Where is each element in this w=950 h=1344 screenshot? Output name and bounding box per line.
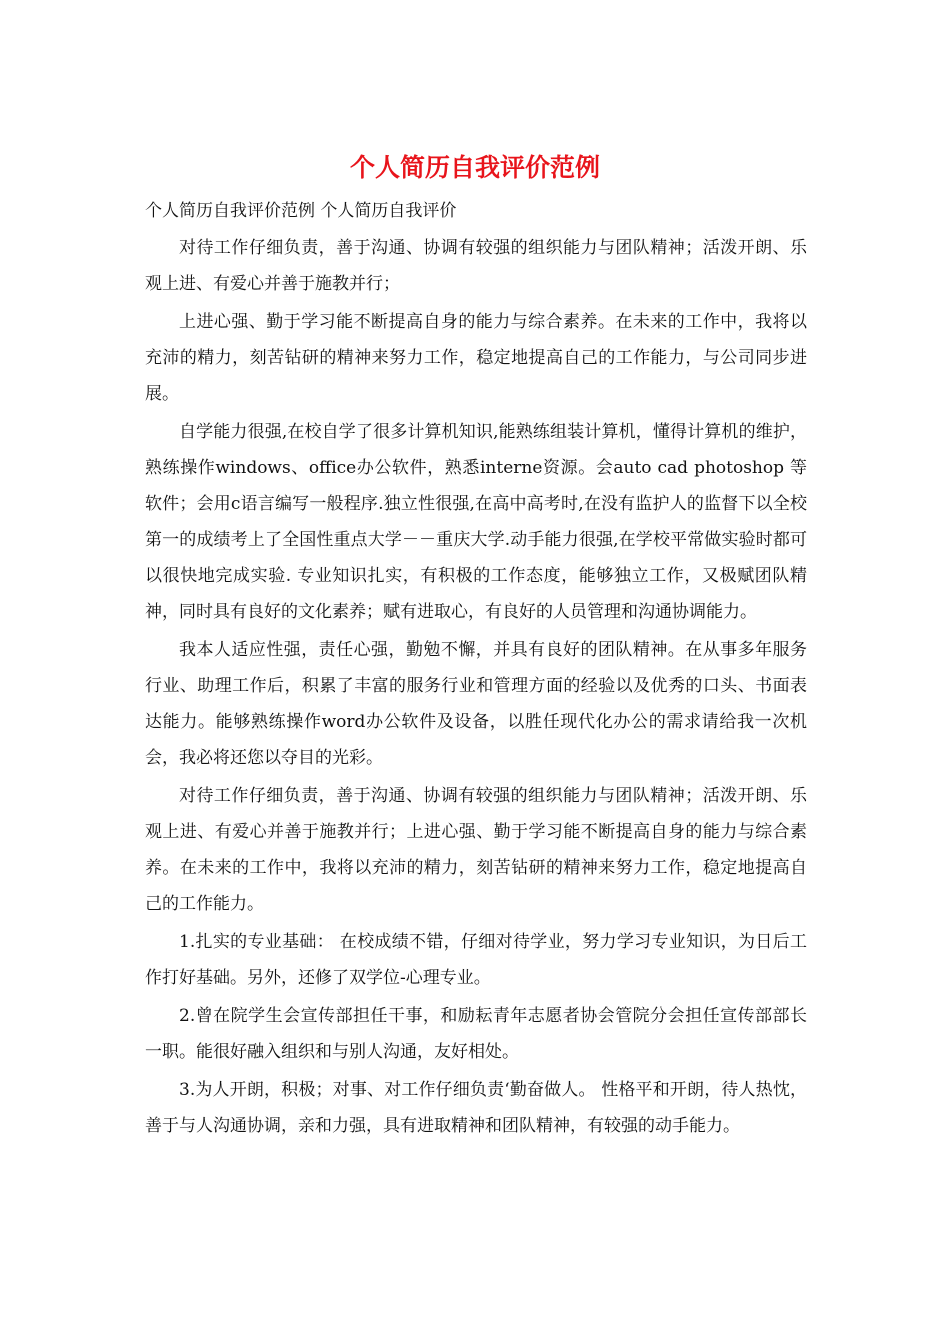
paragraph-7: 2.曾在院学生会宣传部担任干事，和励耘青年志愿者协会管院分会担任宣传部部长一职。能很好融入组织和与别人沟通，友好相处。 [145,1006,807,1062]
document-body [145,230,807,1146]
paragraph-2: 上进心强、勤于学习能不断提高自身的能力与综合素养。在未来的工作中，我将以充沛的精力，刻苦钻研的精神来努力工作，稳定地提高自己的工作能力，与公司同步进展。 [145,312,807,404]
paragraph-1: 对待工作仔细负责，善于沟通、协调有较强的组织能力与团队精神；活泼开朗、乐观上进、有爱心并善于施教并行； [145,238,807,294]
document-title: 个人简历自我评价范例 [349,153,600,182]
paragraph-8: 3.为人开朗，积极；对事、对工作仔细负责‘勤奋做人。 性格平和开朗，待人热忱，善于与人沟通协调，亲和力强，具有进取精神和团队精神，有较强的动手能力。 [145,1080,807,1136]
paragraph-4: 我本人适应性强，责任心强，勤勉不懈，并具有良好的团队精神。在从事多年服务行业、助理工作后，积累了丰富的服务行业和管理方面的经验以及优秀的口头、书面表达能力。能够熟练操作word办公软件及设备，以胜任现代化办公的需求请给我一次机会，我必将还您以夺目的光彩。 [145,640,807,768]
paragraph-5: 对待工作仔细负责，善于沟通、协调有较强的组织能力与团队精神；活泼开朗、乐观上进、有爱心并善于施教并行；上进心强、勤于学习能不断提高自身的能力与综合素养。在未来的工作中，我将以充沛的精力，刻苦钻研的精神来努力工作，稳定地提高自己的工作能力。 [145,786,807,914]
paragraph-6: 1.扎实的专业基础： 在校成绩不错，仔细对待学业，努力学习专业知识，为日后工作打好基础。另外，还修了双学位-心理专业。 [145,932,807,988]
paragraph-3: 自学能力很强,在校自学了很多计算机知识,能熟练组装计算机，懂得计算机的维护，熟练操作windows、office办公软件，熟悉interne资源。会auto cad photoshop 等软件；会用c语言编写一般程序.独立性很强,在高中高考时,在没有监护人的监督下以全校第一的成绩考上了全国性重点大学－－重庆大学.动手能力很强,在学校平常做实验时都可以很快地完成实验. 专业知识扎实，有积极的工作态度，能够独立工作，又极赋团队精神，同时具有良好的文化素养；赋有进取心，有良好的人员管理和沟通协调能力。 [145,422,807,622]
document-subtitle: 个人简历自我评价范例 个人简历自我评价 [145,201,457,221]
